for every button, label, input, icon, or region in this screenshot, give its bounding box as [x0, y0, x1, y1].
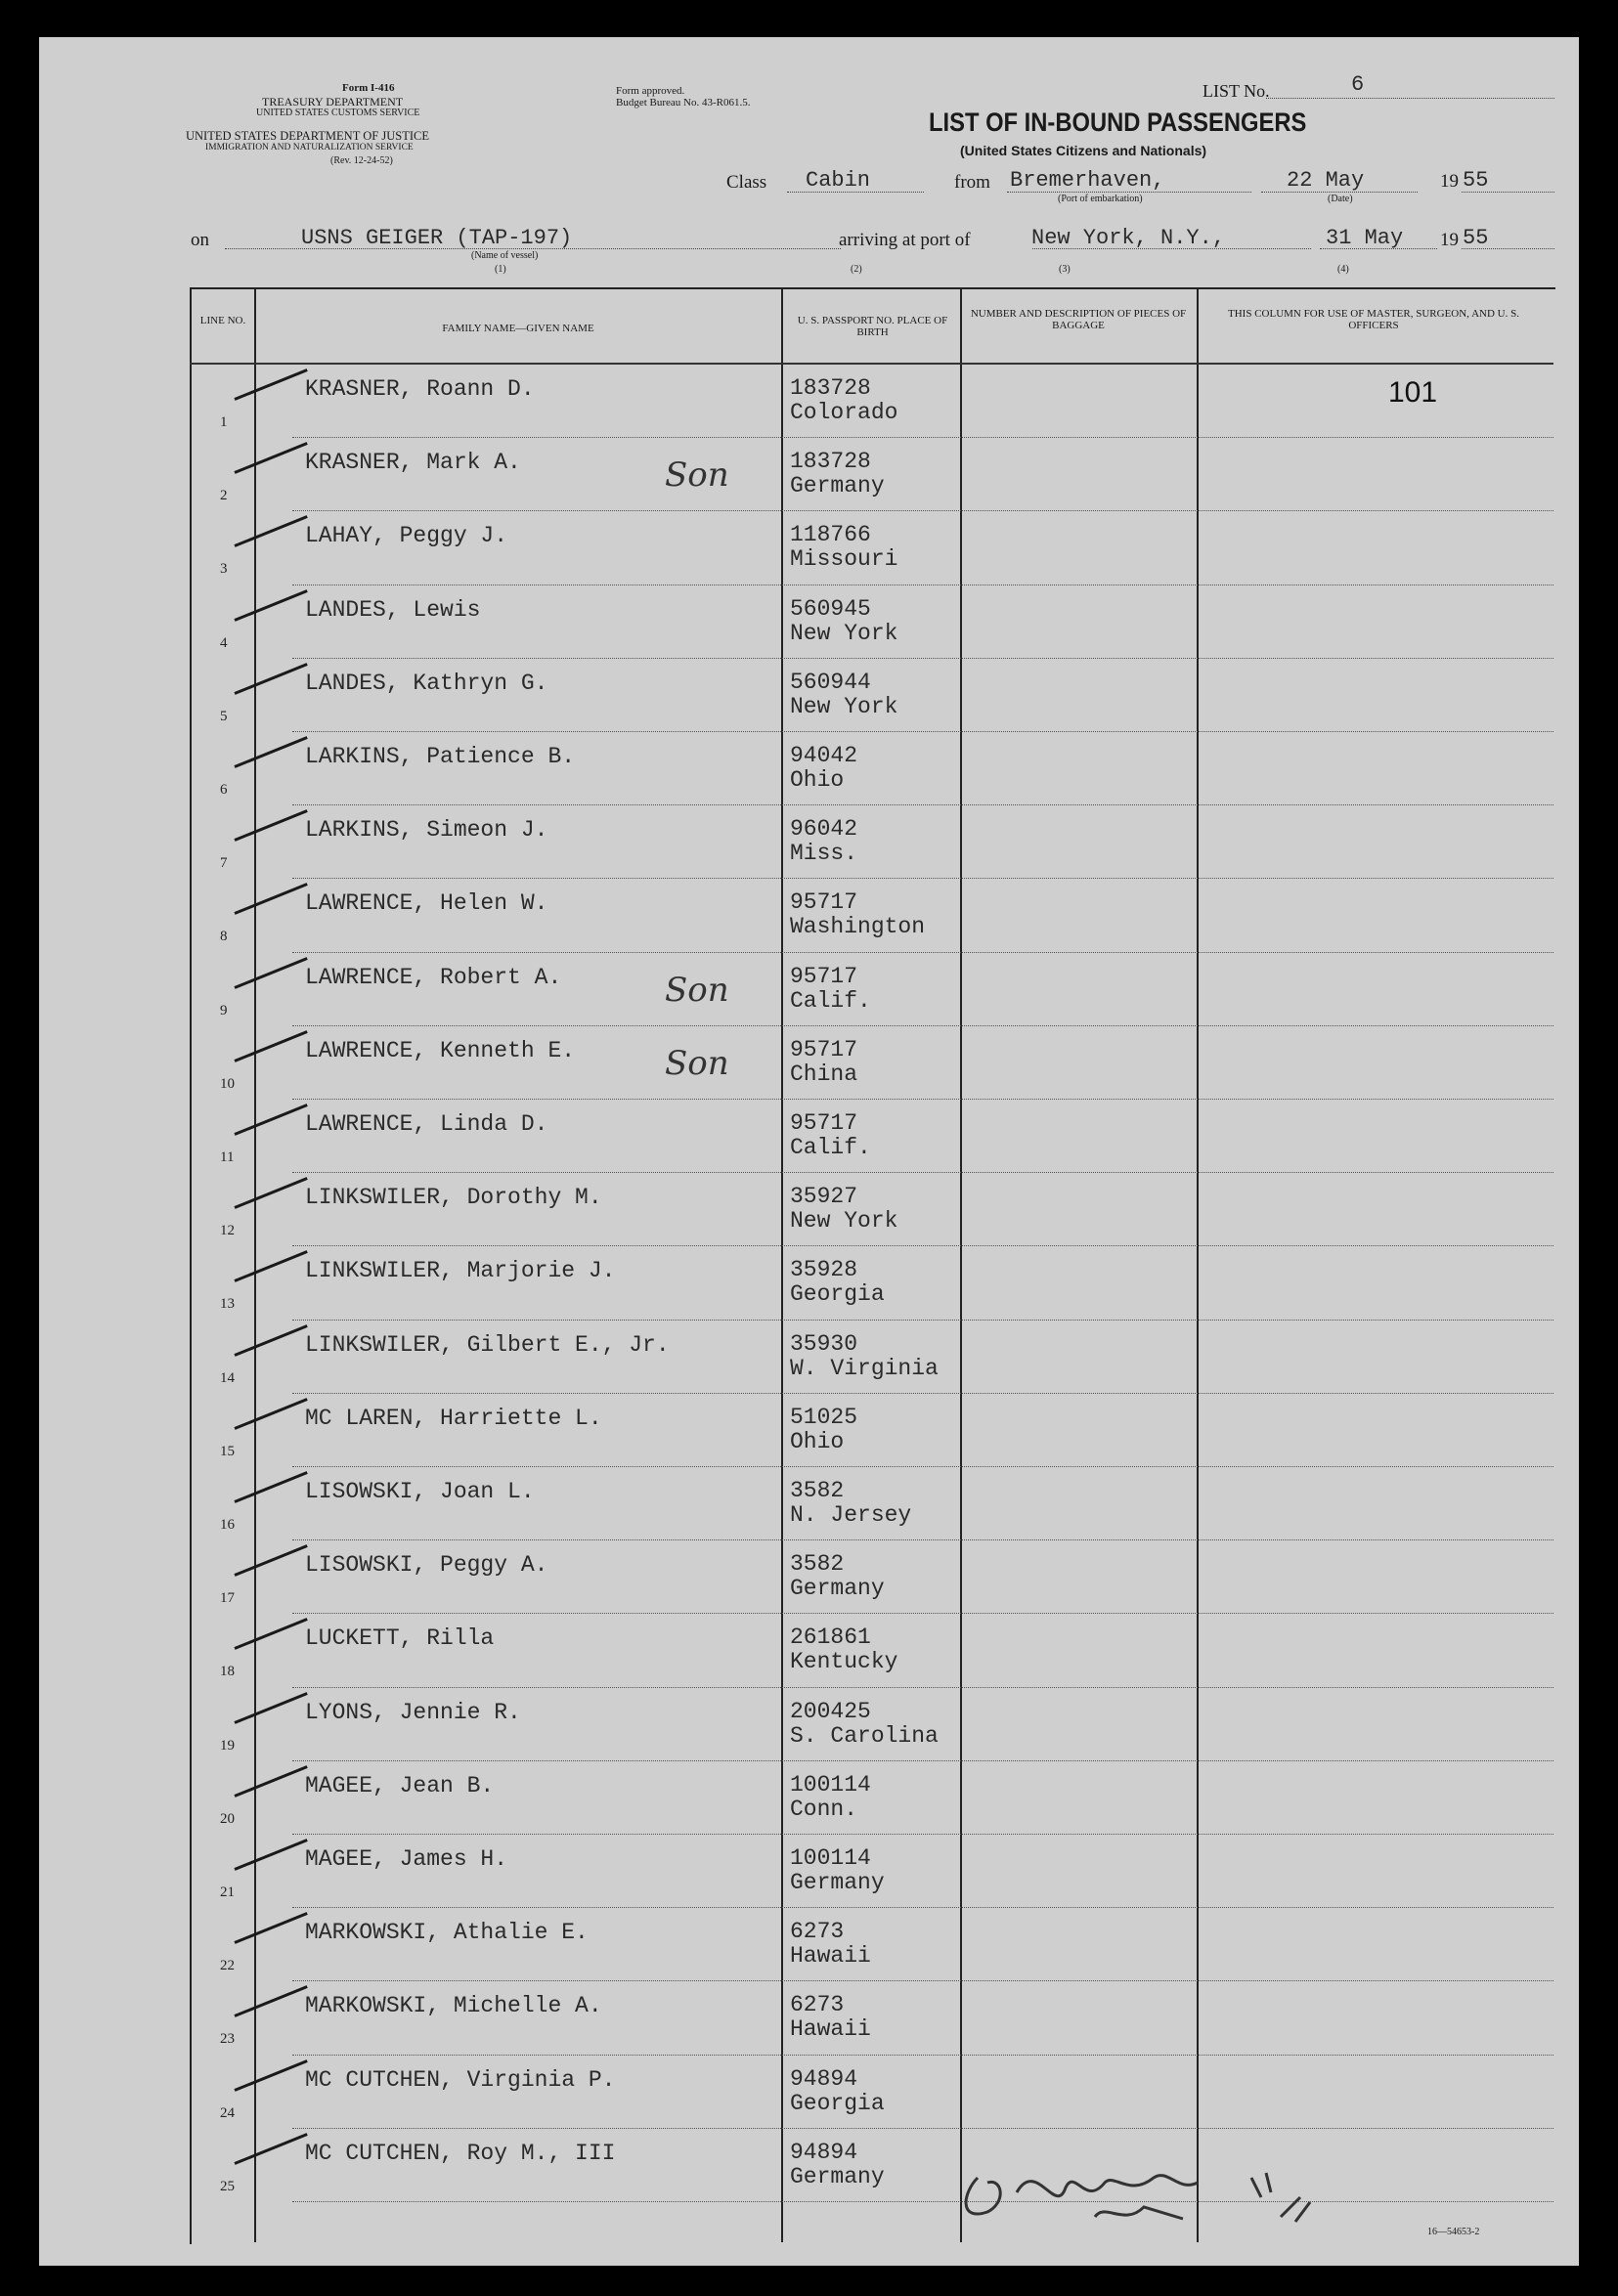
passport-number: 94894	[790, 2139, 858, 2165]
place-of-birth: Ohio	[790, 1428, 845, 1454]
row-divider	[292, 510, 1553, 511]
passport-number: 100114	[790, 1845, 871, 1871]
table-row	[39, 661, 1579, 734]
passport-birth	[790, 744, 857, 793]
check-mark	[234, 1765, 307, 1798]
table-row	[39, 1763, 1579, 1837]
place-of-birth: Missouri	[790, 546, 898, 573]
passenger-name: LAWRENCE, Kenneth E.	[305, 1037, 576, 1063]
place-of-birth: Hawaii	[790, 2016, 871, 2043]
passport-birth	[790, 1625, 897, 1674]
passport-number: 95717	[790, 963, 858, 989]
place-of-birth: Germany	[790, 1576, 885, 1602]
table-row	[39, 1396, 1579, 1469]
passenger-name: LAHAY, Peggy J.	[305, 523, 508, 549]
col-baggage: NUMBER AND DESCRIPTION OF PIECES OF BAGGAGE	[970, 308, 1187, 331]
row-divider	[292, 1393, 1553, 1394]
check-mark	[234, 1912, 307, 1944]
place-of-birth: New York	[790, 620, 898, 646]
passport-birth	[790, 1038, 857, 1087]
arrival-port: New York, N.Y.,	[1031, 226, 1226, 250]
class-value: Cabin	[806, 168, 871, 193]
passenger-name: LINKSWILER, Dorothy M.	[305, 1185, 602, 1211]
check-mark	[234, 809, 307, 842]
line-number: 14	[220, 1369, 235, 1386]
passport-number: 96042	[790, 816, 858, 843]
place-of-birth: Georgia	[790, 1281, 885, 1308]
line-number: 23	[220, 2031, 235, 2048]
place-of-birth: Calif.	[790, 1135, 871, 1160]
check-mark	[234, 1251, 307, 1283]
passport-number: 3582	[790, 1551, 845, 1578]
list-no-value: 6	[1351, 72, 1365, 97]
check-mark	[234, 442, 307, 474]
arrival-year: 55	[1463, 226, 1489, 250]
check-mark	[234, 1839, 307, 1871]
passport-number: 94042	[790, 743, 858, 768]
check-mark	[234, 1324, 307, 1357]
place-of-birth: Miss.	[790, 841, 858, 867]
check-mark	[234, 2059, 307, 2092]
passenger-name: LINKSWILER, Marjorie J.	[305, 1258, 616, 1284]
passport-birth	[790, 1993, 871, 2042]
place-of-birth: Hawaii	[790, 1943, 871, 1970]
row-divider	[292, 731, 1553, 732]
passport-birth	[790, 965, 871, 1014]
embarkation-date: 22 May	[1287, 168, 1365, 193]
document-title: LIST OF IN-BOUND PASSENGERS	[929, 108, 1307, 137]
handwritten-note: Son	[665, 970, 729, 1010]
check-mark	[234, 736, 307, 768]
column-4-ref: (4)	[1337, 264, 1349, 275]
passenger-name: LYONS, Jennie R.	[305, 1699, 521, 1725]
place-of-birth: N. Jersey	[790, 1502, 912, 1528]
place-of-birth: New York	[790, 693, 898, 719]
passenger-name: LAWRENCE, Robert A.	[305, 964, 562, 990]
manifest-page	[39, 37, 1579, 2266]
passport-birth	[790, 2141, 885, 2189]
row-divider	[292, 2128, 1553, 2129]
table-row	[39, 1616, 1579, 1689]
handwritten-note: Son	[665, 1043, 729, 1083]
check-mark	[234, 663, 307, 695]
passenger-name: LISOWSKI, Peggy A.	[305, 1552, 548, 1579]
table-row	[39, 440, 1579, 513]
row-divider	[292, 1834, 1553, 1835]
date-label: (Date)	[1328, 194, 1353, 204]
place-of-birth: New York	[790, 1208, 898, 1235]
year-prefix: 19	[1440, 230, 1459, 250]
passport-birth	[790, 1185, 897, 1234]
line-number: 9	[220, 1002, 228, 1018]
check-mark	[234, 1104, 307, 1136]
passenger-name: MC LAREN, Harriette L.	[305, 1405, 602, 1431]
passport-birth	[790, 1846, 885, 1895]
passenger-name: LANDES, Lewis	[305, 596, 481, 623]
line-number: 20	[220, 1810, 235, 1827]
place-of-birth: Germany	[790, 473, 885, 499]
row-divider	[292, 1687, 1553, 1688]
passport-birth	[790, 1920, 871, 1969]
column-2-ref: (2)	[851, 264, 862, 275]
table-row	[39, 587, 1579, 661]
table-row	[39, 881, 1579, 954]
passport-birth	[790, 523, 897, 572]
row-divider	[292, 1980, 1553, 1981]
passport-number: 118766	[790, 522, 871, 548]
check-mark	[234, 1177, 307, 1209]
row-divider	[292, 1907, 1553, 1908]
col-officers: THIS COLUMN FOR USE OF MASTER, SURGEON, AND U. S. OFFICERS	[1228, 308, 1519, 331]
row-divider	[292, 1760, 1553, 1761]
passport-number: 35927	[790, 1184, 858, 1210]
passport-birth	[790, 1773, 871, 1822]
table-row	[39, 955, 1579, 1028]
place-of-birth: W. Virginia	[790, 1355, 939, 1381]
ins-label: IMMIGRATION AND NATURALIZATION SERVICE	[205, 143, 414, 152]
table-row	[39, 1175, 1579, 1248]
passenger-name: KRASNER, Mark A.	[305, 450, 521, 476]
embarkation-port: Bremerhaven,	[1010, 168, 1165, 193]
line-number: 19	[220, 1737, 235, 1754]
col-passport: U. S. PASSPORT NO. PLACE OF BIRTH	[797, 315, 948, 338]
table-row	[39, 1102, 1579, 1175]
passenger-name: MARKOWSKI, Michelle A.	[305, 1993, 602, 2019]
passport-birth	[790, 1332, 939, 1381]
passport-number: 6273	[790, 1919, 845, 1945]
place-of-birth: S. Carolina	[790, 1722, 939, 1749]
line-number: 22	[220, 1958, 235, 1974]
place-of-birth: Germany	[790, 1870, 885, 1895]
passport-number: 100114	[790, 1771, 871, 1798]
arriving-label: arriving at port of	[839, 230, 971, 250]
line-number: 24	[220, 2104, 235, 2121]
row-divider	[292, 658, 1553, 659]
check-mark	[234, 1398, 307, 1430]
class-label: Class	[726, 172, 767, 193]
place-of-birth: Washington	[790, 914, 926, 940]
row-divider	[292, 437, 1553, 438]
check-mark	[234, 589, 307, 622]
line-number: 25	[220, 2178, 235, 2194]
check-mark	[234, 516, 307, 548]
passport-number: 183728	[790, 449, 871, 475]
line-number: 5	[220, 708, 228, 724]
passenger-name: LARKINS, Simeon J.	[305, 817, 548, 844]
line-number: 7	[220, 855, 228, 872]
passenger-name: LARKINS, Patience B.	[305, 744, 576, 769]
passport-number: 6273	[790, 1992, 845, 2018]
table-row	[39, 1322, 1579, 1396]
place-of-birth: Kentucky	[790, 1649, 898, 1675]
passenger-name: MARKOWSKI, Athalie E.	[305, 1920, 589, 1946]
place-of-birth: Conn.	[790, 1796, 858, 1822]
line-number: 11	[220, 1149, 235, 1165]
place-of-birth: China	[790, 1061, 858, 1087]
check-mark	[234, 1544, 307, 1577]
passenger-name: LAWRENCE, Linda D.	[305, 1111, 548, 1137]
column-3-ref: (3)	[1059, 264, 1071, 275]
line-number: 12	[220, 1223, 235, 1239]
revision-label: (Rev. 12-24-52)	[330, 155, 393, 166]
passenger-name: LAWRENCE, Helen W.	[305, 890, 548, 917]
table-row	[39, 1690, 1579, 1763]
col-family-name: FAMILY NAME—GIVEN NAME	[442, 323, 594, 334]
line-number: 4	[220, 634, 228, 651]
on-label: on	[191, 230, 209, 250]
check-mark	[234, 368, 307, 401]
customs-label: UNITED STATES CUSTOMS SERVICE	[256, 108, 420, 118]
passport-birth	[790, 671, 897, 719]
line-number: 1	[220, 414, 228, 430]
form-number: Form I-416	[342, 82, 395, 94]
passport-birth	[790, 1406, 857, 1454]
vessel-name-label: (Name of vessel)	[471, 250, 539, 261]
passport-number: 94894	[790, 2065, 858, 2092]
passport-number: 261861	[790, 1625, 871, 1651]
passport-number: 95717	[790, 1036, 858, 1062]
port-embarkation-label: (Port of embarkation)	[1058, 194, 1143, 204]
passport-number: 3582	[790, 1478, 845, 1503]
passport-birth	[790, 1552, 885, 1601]
table-row	[39, 1248, 1579, 1321]
column-1-ref: (1)	[495, 264, 506, 275]
check-mark	[234, 957, 307, 989]
row-divider	[292, 1539, 1553, 1540]
table-row	[39, 1910, 1579, 1983]
passenger-name: MAGEE, James H.	[305, 1846, 508, 1872]
passport-birth	[790, 1258, 885, 1307]
line-number: 6	[220, 782, 228, 798]
passenger-name: MAGEE, Jean B.	[305, 1772, 495, 1798]
passport-birth	[790, 2067, 885, 2116]
check-mark	[234, 884, 307, 916]
passport-number: 183728	[790, 375, 871, 401]
row-divider	[292, 1099, 1553, 1100]
document-subtitle: (United States Citizens and Nationals)	[960, 143, 1207, 158]
row-divider	[292, 952, 1553, 953]
line-number: 10	[220, 1075, 235, 1092]
from-label: from	[954, 172, 990, 193]
table-row	[39, 367, 1579, 440]
row-divider	[292, 804, 1553, 805]
place-of-birth: Georgia	[790, 2090, 885, 2116]
arrival-date: 31 May	[1326, 226, 1404, 250]
check-mark	[234, 1030, 307, 1062]
table-row	[39, 1837, 1579, 1910]
row-divider	[292, 878, 1553, 879]
place-of-birth: Ohio	[790, 767, 845, 793]
passenger-name: MC CUTCHEN, Roy M., III	[305, 2140, 616, 2166]
passenger-name: LISOWSKI, Joan L.	[305, 1479, 535, 1504]
passport-number: 35928	[790, 1257, 858, 1283]
table-row	[39, 1469, 1579, 1542]
passport-birth	[790, 450, 885, 498]
line-number: 2	[220, 488, 228, 504]
table-row	[39, 513, 1579, 586]
place-of-birth: Colorado	[790, 400, 898, 425]
line-number: 17	[220, 1590, 235, 1607]
table-row	[39, 734, 1579, 807]
list-no-label: LIST No.	[1203, 81, 1270, 101]
line-number: 18	[220, 1664, 235, 1680]
budget-bureau: Budget Bureau No. 43-R061.5.	[616, 97, 751, 108]
passport-birth	[790, 1479, 911, 1528]
row-divider	[292, 1025, 1553, 1026]
embarkation-year: 55	[1463, 168, 1489, 193]
line-number: 21	[220, 1884, 235, 1900]
passport-number: 95717	[790, 1110, 858, 1136]
passport-birth	[790, 1700, 939, 1749]
form-approved: Form approved.	[616, 85, 685, 97]
line-number: 13	[220, 1296, 235, 1313]
row-divider	[292, 1466, 1553, 1467]
passenger-name: LUCKETT, Rilla	[305, 1625, 495, 1652]
check-mark	[234, 1986, 307, 2018]
col-line-no: LINE NO.	[199, 315, 246, 326]
passenger-name: LINKSWILER, Gilbert E., Jr.	[305, 1331, 670, 1358]
table-row	[39, 1983, 1579, 2057]
check-mark	[234, 1619, 307, 1651]
place-of-birth: Calif.	[790, 987, 871, 1014]
passenger-name: MC CUTCHEN, Virginia P.	[305, 2066, 616, 2093]
table-row	[39, 807, 1579, 881]
row-divider	[292, 1172, 1553, 1173]
inspector-signature	[958, 2139, 1369, 2256]
table-row	[39, 1542, 1579, 1616]
check-mark	[234, 1692, 307, 1724]
row-divider	[292, 1245, 1553, 1246]
passenger-name: KRASNER, Roann D.	[305, 376, 535, 402]
year-prefix: 19	[1440, 171, 1459, 192]
check-mark	[234, 2133, 307, 2165]
line-number: 3	[220, 561, 228, 578]
treasury-label: TREASURY DEPARTMENT	[262, 95, 404, 108]
passport-birth	[790, 376, 897, 425]
passport-number: 95717	[790, 889, 858, 916]
line-number: 15	[220, 1443, 235, 1459]
passport-number: 560945	[790, 595, 871, 622]
place-of-birth: Germany	[790, 2163, 885, 2189]
officer-mark: 101	[1388, 376, 1438, 409]
justice-label: UNITED STATES DEPARTMENT OF JUSTICE	[186, 129, 429, 143]
print-code: 16—54653-2	[1427, 2227, 1480, 2237]
row-divider	[292, 2055, 1553, 2056]
vessel-name: USNS GEIGER (TAP-197)	[301, 226, 573, 250]
line-number: 8	[220, 929, 228, 945]
passport-birth	[790, 817, 857, 866]
passport-number: 51025	[790, 1404, 858, 1430]
table-row	[39, 1028, 1579, 1102]
line-number: 16	[220, 1517, 235, 1533]
passport-birth	[790, 1111, 871, 1160]
handwritten-note: Son	[665, 455, 729, 496]
row-divider	[292, 1320, 1553, 1321]
passenger-name: LANDES, Kathryn G.	[305, 670, 548, 696]
passport-number: 560944	[790, 669, 871, 695]
row-divider	[292, 1613, 1553, 1614]
table-row	[39, 2058, 1579, 2131]
passport-number: 35930	[790, 1330, 858, 1357]
passport-birth	[790, 597, 897, 646]
passport-number: 200425	[790, 1698, 871, 1724]
passport-birth	[790, 890, 925, 939]
check-mark	[234, 1471, 307, 1503]
